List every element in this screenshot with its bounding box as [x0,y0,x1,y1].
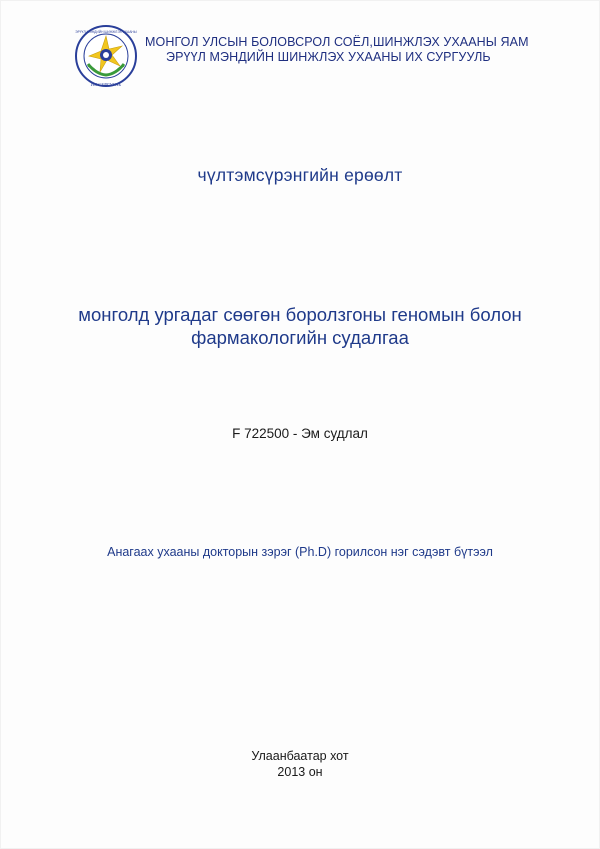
author-name: чүлтэмсүрэнгийн ерөөлт [197,165,403,185]
year: 2013 он [277,765,323,779]
thesis-title-line-2: фармакологийн судалгаа [191,327,409,348]
thesis-title [0,303,600,349]
thesis-title-line-1: монголд ургадаг сөөгөн боролзгоны геномын болон [78,304,522,325]
specialty-code: F 722500 - Эм судлал [232,426,368,441]
place-and-year [0,748,600,780]
university-seal-icon [74,24,138,90]
university-name: ЭРҮҮЛ МЭНДИЙН ШИНЖЛЭХ УХААНЫ ИХ СУРГУУЛЬ [166,50,491,64]
logo-top-text: ЭРҮҮЛ МЭНДИЙН ШИНЖЛЭХ УХААНЫ [75,30,137,34]
logo-bottom-text: ИХ СУРГУУЛЬ [90,82,122,87]
ministry-name: МОНГОЛ УЛСЫН БОЛОВСРОЛ СОЁЛ,ШИНЖЛЭХ УХААНЫ ЯАМ [145,35,529,49]
thesis-statement: Анагаах ухааны докторын зэрэг (Ph.D) горилсон нэг сэдэвт бүтээл [107,545,493,559]
city: Улаанбаатар хот [251,749,349,763]
